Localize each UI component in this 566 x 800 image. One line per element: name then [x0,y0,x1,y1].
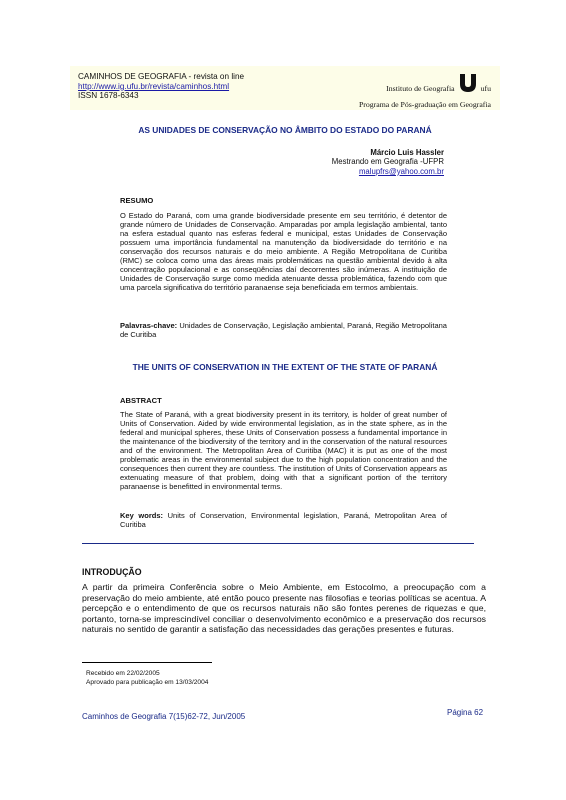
section-divider [82,543,474,544]
institute-block [359,78,491,109]
title-portuguese: AS UNIDADES DE CONSERVAÇÃO NO ÂMBITO DO ESTADO DO PARANÁ [138,125,432,135]
abstract-keywords [120,511,447,529]
footnote-divider [82,662,212,663]
author-email-link[interactable]: malupfrs@yahoo.com.br [358,166,444,176]
resumo-heading: RESUMO [120,196,154,205]
program-name: Programa de Pós-graduação em Geografia [358,100,491,109]
abstract-heading: ABSTRACT [120,396,162,405]
page-number: Página 62 [447,708,484,717]
abstract-text: The State of Paraná, with a great biodiversity present in its territory, is holder of great number of Units of Conservation. Aided by wide environmental legislation, as in the state sphere, as in the federal and municipal spheres, these Units of Conservation possess a fundamental importance in the maintenance of the biodiversity of the territory and in the conservation of the natural resources and of the environment. The Metropolitan Area of Curitiba (MAC) it is put as one of the most problematic areas in the environmental subject due to the high population concentration and the consequences then current they are countless. The institution of Units of Conservation appears as extenuating measure of that problem, doing with that a significant portion of the territory paranaense is benefitted in environmental terms. [120,410,447,492]
keywords-values: Unidades de Conservação, Legislação ambiental, Paraná, Região Metropolitana de Curitiba [120,321,447,340]
footnote-received: Recebido em 22/02/2005 [86,670,160,677]
journal-issn: ISSN 1678-6343 [78,91,139,101]
journal-url-link[interactable]: http://www.ig.ufu.br/revista/caminhos.html [78,81,230,91]
footer-citation: Caminhos de Geografia 7(15)62-72, Jun/2005 [82,712,246,721]
author-name: Márcio Luis Hassler [370,148,444,157]
institute-name: Instituto de Geografia [386,84,455,94]
title-english: THE UNITS OF CONSERVATION IN THE EXTENT OF THE STATE OF PARANÁ [132,362,438,372]
intro-heading: INTRODUÇÃO [82,567,142,577]
author-affiliation: Mestrando em Geografia -UFPR [331,157,444,167]
logo-text: ufu [480,84,491,94]
key-words-values: Units of Conservation, Environmental legislation, Paraná, Metropolitan Area of Curitiba [120,511,447,530]
resumo-text: O Estado do Paraná, com uma grande biodiversidade presente em seu território, é detentor de grande número de Unidades de Conservação. Amparadas por ampla legislação ambiental, tanto na esfera estadual quanto nas esferas federal e municipal, estas Unidades de Conservação possuem uma importância fundamental na manutenção da biodiversidade do território e na conservação dos recursos naturais e do meio ambiente. A Região Metropolitana de Curitiba (RMC) se coloca como uma das áreas mais problemáticas na questão ambiental devido à alta concentração populacional e as conseqüências daí decorrentes são inúmeras. A instituição de Unidades de Conservação surge como medida atenuante dessa problemática, fazendo com que uma parcela significativa do território paranaense seja beneficiada em termos ambientais. [120,211,447,293]
intro-text: A partir da primeira Conferência sobre o Meio Ambiente, em Estocolmo, a preocupação com a preservação do meio ambiente, até então pouco presente nas filosofias e teorias políticas se acentua. A percepção e o entendimento de que os recursos naturais não são fontes perenes de riquezas e que, portanto, torna-se imprescindível conciliar o desenvolvimento econômico e a preservação dos recursos naturais no sentido de garantir a satisfação das necessidades das gerações presentes e futuras. [82,582,486,635]
resumo-keywords [120,321,447,339]
ufu-logo-icon [457,72,479,94]
author-block [332,148,444,176]
journal-info [78,72,244,101]
keywords-label: Palavras-chave: [120,321,178,330]
footnote-approved: Aprovado para publicação em 13/03/2004 [86,679,209,686]
key-words-label: Key words: [120,511,163,520]
journal-name: CAMINHOS DE GEOGRAFIA - revista on line [78,72,245,81]
